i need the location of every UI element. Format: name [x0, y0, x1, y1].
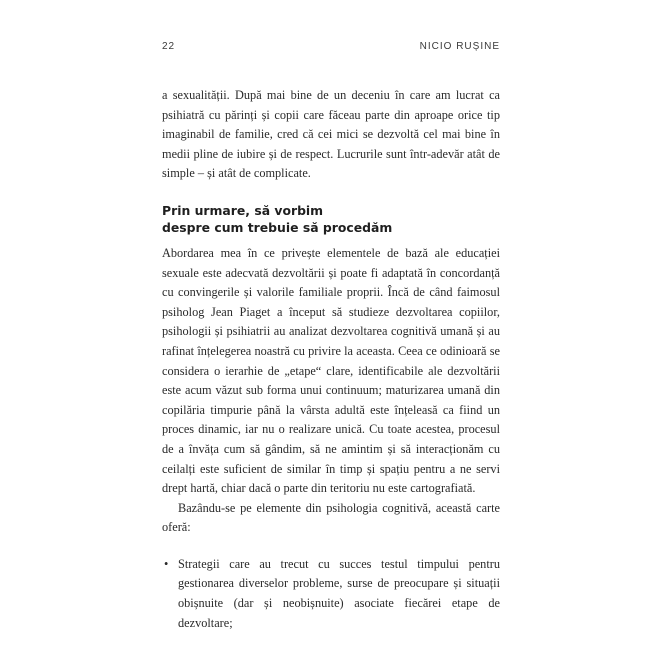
page-body — [162, 86, 500, 633]
paragraph-continuation: a sexualității. După mai bine de un deceniu în care am lucrat ca psihiatră cu părinți și copii care făceau parte din aproape orice tip imaginabil de familie, cred că cei mici se dezvoltă cel mai bine în medii pline de iubire și de respect. Lucrurile sunt într-adevăr atât de simple – și atât de complicate. — [162, 88, 500, 181]
section-heading — [162, 202, 500, 236]
paragraph-book-offers: Bazându-se pe elemente din psihologia cognitivă, această carte oferă: — [162, 500, 500, 535]
list-item — [162, 555, 500, 633]
page-number: 22 — [162, 41, 176, 52]
bullet-icon: • — [164, 556, 169, 571]
list-item-text: Strategii care au trecut cu succes testul timpului pentru gestionarea diverselor probleme, surse de preocupare și situații obișnuite (dar și neobișnuite) asociate fiecărei etape de dezvoltare; — [178, 556, 500, 630]
section-heading-line-2: despre cum trebuie să procedăm — [162, 219, 393, 235]
bullet-list — [162, 555, 500, 633]
running-title: NICIO RUȘINE — [419, 41, 500, 52]
paragraph-approach: Abordarea mea în ce privește elementele de bază ale educației sexuale este adecvată dezvoltării și poate fi adaptată în concordanță cu convingerile și valorile familiale proprii. Încă de când faimosul psiholog Jean Piaget a început să studieze dezvoltarea copiilor, psihologii și psihiatrii au analizat dezvoltarea cognitivă umană și au rafinat înțelegerea noastră cu privire la aceasta. Ceea ce odinioară se considera o ierarhie de „etape“ clare, identificabile ale dezvoltării este acum văzut sub forma unui continuum; maturizarea umană din copilăria timpurie până la vârsta adultă este înțeleasă ca fiind un proces dinamic, iar nu o realizare unică. Cu toate acestea, procesul de a învăța cum să gândim, să ne amintim și să interacționăm cu ceilalți este suficient de similar în timp și spațiu pentru a ne servi drept hartă, chiar dacă o parte din teritoriu nu este cartografiată. — [162, 245, 500, 496]
section-heading-line-1: Prin urmare, să vorbim — [162, 202, 324, 218]
